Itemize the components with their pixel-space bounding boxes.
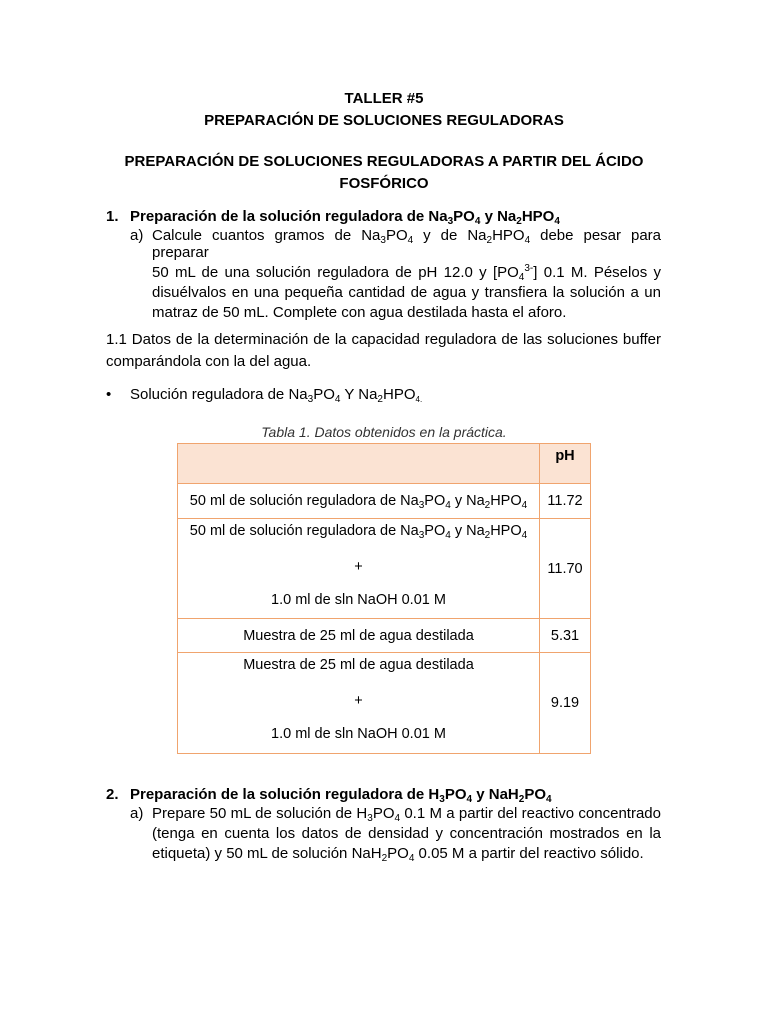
section2-item-a-line1: Prepare 50 mL de solución de $H_3PO_4$ 0.1 M a partir del reactivo concentrado	[152, 805, 661, 824]
bullet-text: Solución reguladora de $Na_3PO_4$ Y $Na_2HPO_{4.}$	[130, 386, 423, 405]
table-row	[178, 519, 591, 619]
table-row	[178, 653, 591, 754]
taller-title: TALLER #5	[344, 90, 424, 107]
item-a-line1: Calcule cuantos gramos de $Na_3PO_4$ y de $Na_2HPO_4$ debe pesar para preparar	[152, 227, 661, 261]
table-row4-line3: 1.0 ml de sln NaOH 0.01 M	[271, 726, 446, 742]
table-row	[178, 619, 591, 653]
table-row2-desc	[178, 519, 540, 619]
section1-heading: Preparación de la solución reguladora de $Na_3PO_4$ y $Na_2HPO_4$	[130, 208, 560, 227]
table-row3-ph: 5.31	[540, 619, 591, 653]
table-row4-ph: 9.19	[540, 653, 591, 754]
table-caption: Tabla 1. Datos obtenidos en la práctica.	[261, 424, 507, 440]
section2-item-a-line2: (tenga en cuenta los datos de densidad y concentración mostrados en la	[152, 825, 661, 842]
data-table	[177, 443, 591, 754]
table-row1-ph: 11.72	[540, 484, 591, 519]
item-a-line4: matraz de 50 mL. Complete con agua destilada hasta el aforo.	[152, 304, 567, 321]
section1-item-a	[152, 227, 661, 321]
subtitle-line1: PREPARACIÓN DE SOLUCIONES REGULADORAS A PARTIR DEL ÁCIDO	[124, 153, 644, 170]
section2-number: 2.	[106, 786, 119, 803]
item-a-line3: disuélvalos en una pequeña cantidad de agua y transfiera la solución a un	[152, 284, 661, 301]
table-header-empty	[178, 444, 540, 484]
main-title: PREPARACIÓN DE SOLUCIONES REGULADORAS	[204, 112, 564, 129]
section1-1-line2: comparándola con la del agua.	[106, 353, 312, 370]
section2-heading: Preparación de la solución reguladora de $H_3PO_4$ y $NaH_2PO_4$	[130, 786, 552, 805]
table-row2-plus: +	[354, 558, 363, 575]
section2-item-a	[152, 805, 661, 862]
table-row3-desc: Muestra de 25 ml de agua destilada	[178, 619, 540, 653]
table-row4-plus: +	[354, 693, 363, 709]
section2-item-a-line3: etiqueta) y 50 mL de solución $NaH_2PO_4$ 0.05 M a partir del reactivo sólido.	[152, 845, 644, 864]
table-row2-line1: 50 ml de solución reguladora de $Na_3PO_4$ y $Na_2HPO_4$	[189, 522, 528, 541]
table-row1-desc: 50 ml de solución reguladora de $Na_3PO_4$ y $Na_2HPO_4$	[178, 484, 540, 519]
table-row4-desc	[178, 653, 540, 754]
bullet-icon: •	[106, 386, 112, 403]
table-row	[178, 484, 591, 519]
table-row4-line1: Muestra de 25 ml de agua destilada	[243, 657, 474, 673]
subtitle-line2: FOSFÓRICO	[339, 175, 429, 192]
section1-1-line1: 1.1 Datos de la determinación de la capacidad reguladora de las soluciones buffer	[106, 331, 661, 348]
table-row2-ph: 11.70	[540, 519, 591, 619]
table-header-row	[178, 444, 591, 484]
item-a-line2: 50 mL de una solución reguladora de pH 12.0 y $[PO_4^{3-}]$ 0.1 M. Péselos y	[152, 263, 661, 283]
table-row2-line3: 1.0 ml de sln NaOH 0.01 M	[271, 591, 446, 608]
table-header-ph: pH	[540, 444, 591, 484]
section1-1-paragraph	[106, 331, 661, 370]
section1-number: 1.	[106, 208, 119, 225]
section2-item-a-label: a)	[130, 805, 144, 822]
section1-item-a-label: a)	[130, 227, 144, 244]
